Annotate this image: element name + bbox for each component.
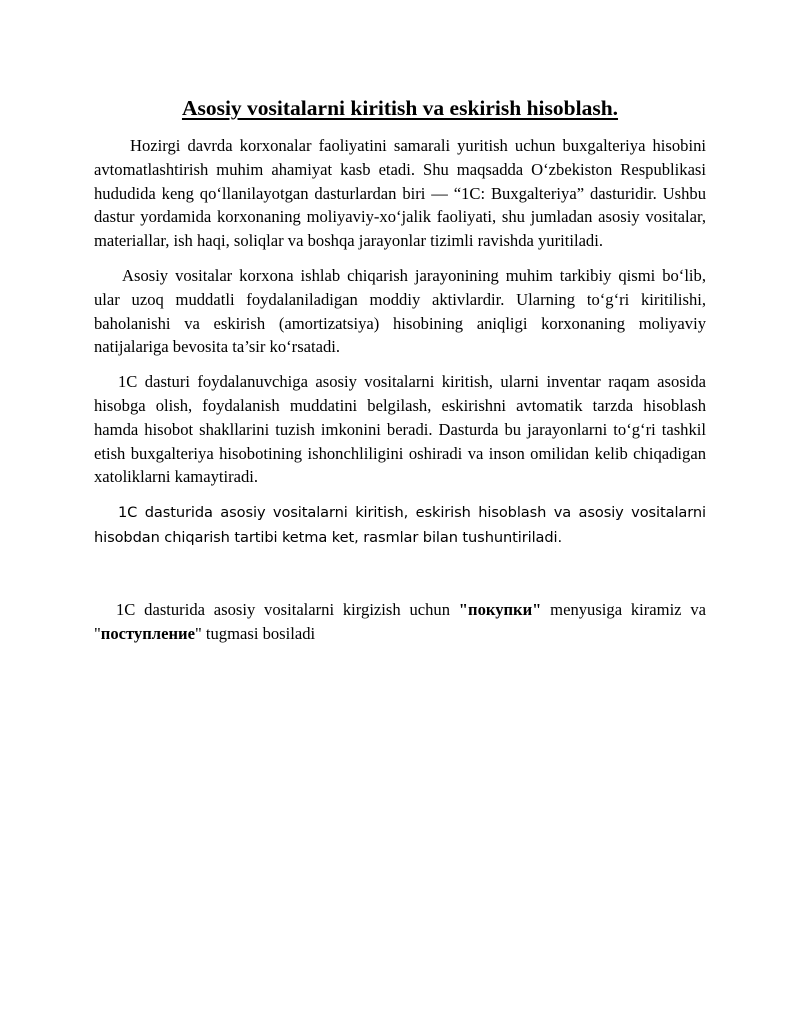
paragraph-fixed-assets: Asosiy vositalar korxona ishlab chiqarish jarayonining muhim tarkibiy qismi bo‘lib, ular uzoq muddatli foydalaniladigan moddiy aktivlardir. Ularning to‘g‘ri kiritilishi, baholanishi va eskirish (amortizatsiya) hisobining aniqligi korxonaning moliyaviy natijalariga bevosita ta’sir ko‘rsatadi. (94, 265, 706, 357)
document-page (94, 0, 706, 646)
menu-name-pokupki: "покупки" (458, 600, 542, 620)
paragraph-intro: Hozirgi davrda korxonalar faoliyatini samarali yuritish uchun buxgalteriya hisobini avtomatlashtirish muhim ahamiyat kasb etadi. Shu maqsadda O‘zbekiston Respublikasi hududida keng qo‘llanilayotgan dasturlardan biri — “1C: Buxgalteriya” dasturidir. Ushbu dastur yordamida korxonaning moliyaviy-xo‘jalik faoliyati, shu jumladan asosiy vositalar, materiallar, ish haqi, soliqlar va boshqa jarayonlar tizimli ravishda yuritiladi. (94, 136, 706, 251)
instructions-text-2: menyusiga kiramiz va " (94, 600, 706, 643)
instructions-text-1: 1C dasturida asosiy vositalarni kirgizish uchun (116, 600, 459, 620)
paragraph-1c-features: 1C dasturi foydalanuvchiga asosiy vositalarni kiritish, ularni inventar raqam asosida hisobga olish, foydalanish muddatini belgilash, eskirishni avtomatik tarzda hisoblash hamda hisobot shakllarini tuzish imkonini beradi. Dasturda bu jarayonlarni to‘g‘ri tashkil etish buxgalteriya hisobotining ishonchliligini oshiradi va inson omilidan kelib chiqadigan xatoliklarni kamaytiradi. (94, 372, 706, 487)
button-name-postuplenie: поступление (100, 623, 195, 643)
instructions-text-3: " tugmasi bosiladi (194, 623, 316, 643)
paragraph-procedure-note: 1C dasturida asosiy vositalarni kiritish, eskirish hisoblash va asosiy vositalarni hisobdan chiqarish tartibi ketma ket, rasmlar bilan tushuntiriladi. (94, 504, 706, 546)
paragraph-instructions (94, 598, 706, 646)
document-title: Asosiy vositalarni kiritish va eskirish hisoblash. (181, 96, 619, 120)
